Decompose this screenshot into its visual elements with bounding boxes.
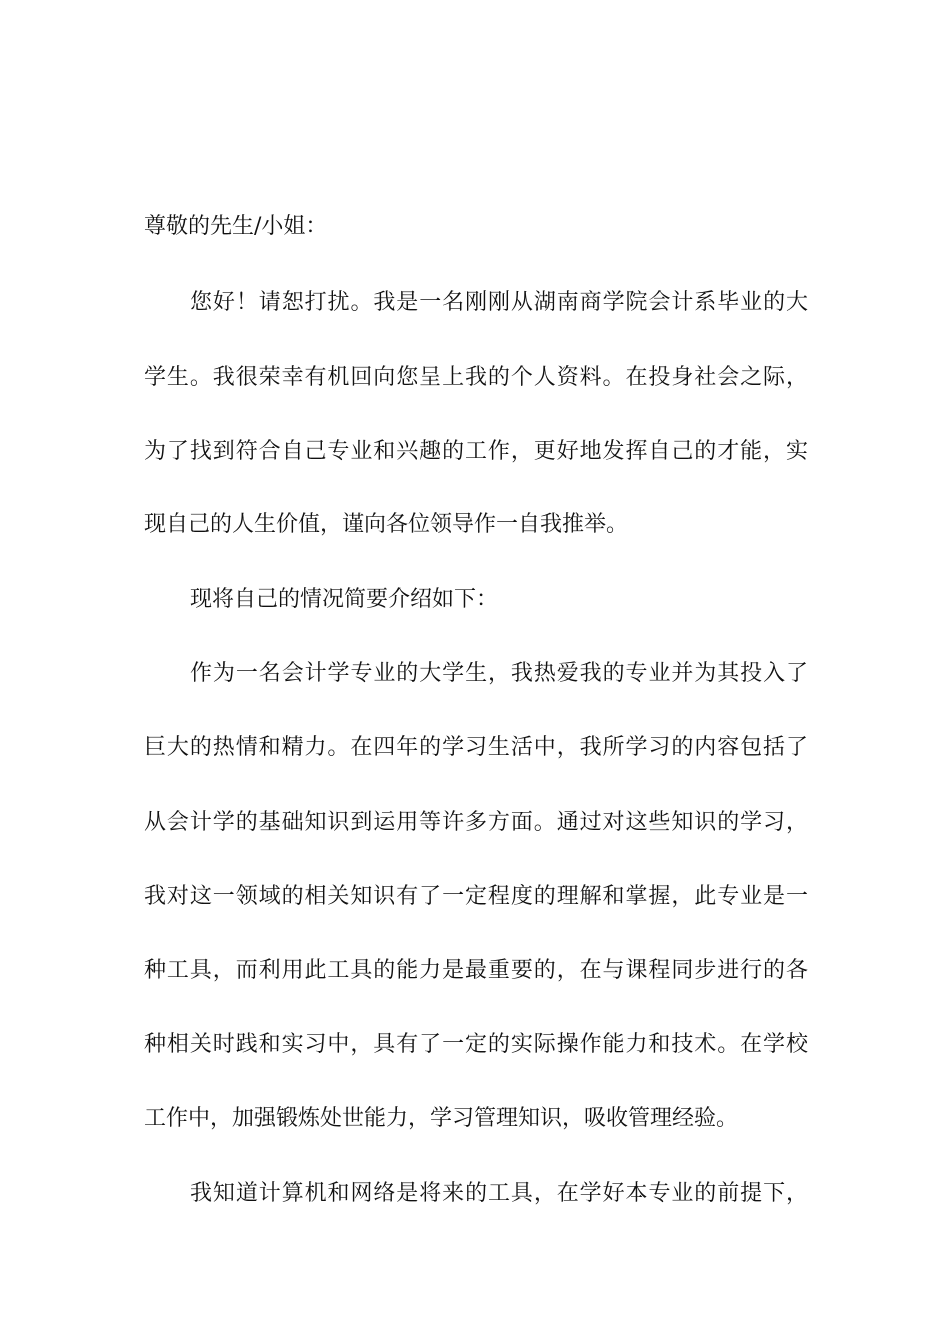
paragraph-line: 现将自己的情况简要介绍如下： (190, 587, 499, 612)
paragraph-line: 巨大的热情和精力。在四年的学习生活中，我所学习的内容包括了 (144, 735, 808, 760)
paragraph-line: 种相关时践和实习中，具有了一定的实际操作能力和技术。在学校 (144, 1032, 808, 1057)
paragraph-line: 为了找到符合自己专业和兴趣的工作，更好地发挥自己的才能，实 (144, 439, 808, 464)
paragraph-line: 作为一名会计学专业的大学生，我热爱我的专业并为其投入了 (190, 661, 808, 686)
paragraph-line: 我知道计算机和网络是将来的工具，在学好本专业的前提下， (190, 1181, 808, 1206)
paragraph-line: 工作中，加强锻炼处世能力，学习管理知识，吸收管理经验。 (144, 1106, 739, 1131)
paragraph-line: 我对这一领域的相关知识有了一定程度的理解和掌握，此专业是一 (144, 884, 808, 909)
paragraph-line: 您好！请恕打扰。我是一名刚刚从湖南商学院会计系毕业的大 (190, 290, 808, 315)
paragraph-line: 从会计学的基础知识到运用等许多方面。通过对这些知识的学习， (144, 810, 808, 835)
salutation: 尊敬的先生/小姐： (144, 214, 328, 239)
paragraph-line: 现自己的人生价值，谨向各位领导作一自我推举。 (144, 512, 629, 537)
paragraph-line: 学生。我很荣幸有机回向您呈上我的个人资料。在投身社会之际， (144, 365, 808, 390)
paragraph-line: 种工具，而利用此工具的能力是最重要的，在与课程同步进行的各 (144, 958, 808, 983)
